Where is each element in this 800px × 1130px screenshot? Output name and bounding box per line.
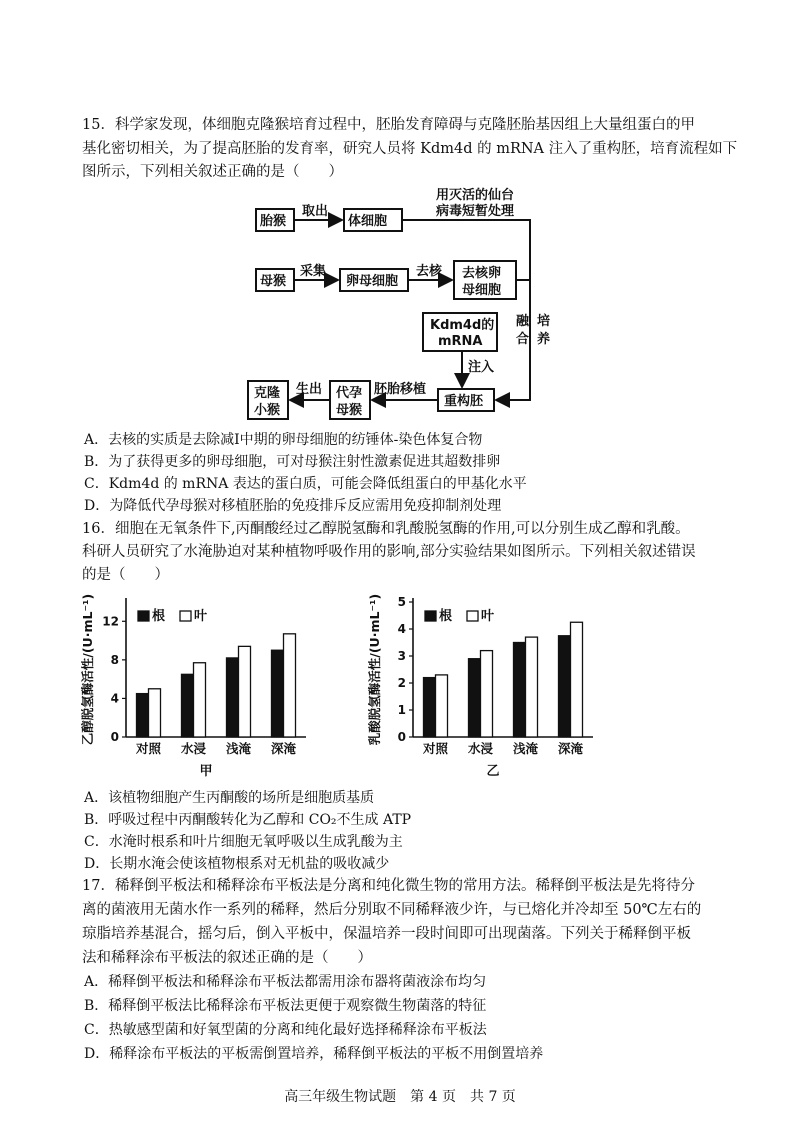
chart-yi-x-category-label: 对照 bbox=[422, 741, 449, 756]
chart-yi-legend-label: 根 bbox=[439, 609, 453, 624]
q16-option-a: A．该植物细胞产生丙酮酸的场所是细胞质基质 bbox=[84, 790, 375, 806]
chart-yi-bar-ye bbox=[436, 675, 448, 737]
chart-yi-legend-label: 叶 bbox=[481, 609, 495, 624]
chart-jia-legend-swatch bbox=[180, 611, 191, 621]
chart-jia-x-category-label: 对照 bbox=[135, 741, 162, 756]
q16-option-d: D．长期水淹会使该植物根系对无机盐的吸收减少 bbox=[84, 856, 390, 872]
chart-jia-x-category-label: 水浸 bbox=[180, 741, 207, 756]
chart-yi bbox=[365, 592, 615, 782]
label-daiyun-1: 代孕 bbox=[336, 386, 363, 401]
label-kdm-1: Kdm4d的 bbox=[430, 318, 495, 333]
chart-jia-legend-swatch bbox=[138, 611, 149, 621]
label-kelong-2: 小猴 bbox=[254, 403, 281, 418]
chart-yi-bar-gen bbox=[514, 643, 526, 738]
chart-yi-x-category-label: 浅淹 bbox=[512, 741, 539, 756]
label-peiyang-2: 养 bbox=[537, 332, 551, 347]
chart-jia-y-tick-label: 0 bbox=[110, 730, 119, 744]
chart-jia-legend-label: 叶 bbox=[194, 609, 208, 624]
chart-yi-bar-ye bbox=[481, 651, 493, 737]
q15-option-b: B．为了获得更多的卵母细胞，可对母猴注射性激素促进其超数排卵 bbox=[84, 454, 501, 470]
chart-jia-bar-gen bbox=[227, 658, 239, 737]
q16-option-c: C．水淹时根系和叶片细胞无氧呼吸以生成乳酸为主 bbox=[84, 834, 403, 850]
label-yongmiehuo-2: 病毒短暂处理 bbox=[436, 204, 515, 219]
label-muhou: 母猴 bbox=[260, 274, 287, 289]
chart-jia-bar-gen bbox=[137, 694, 149, 737]
chart-jia-y-tick-label: 12 bbox=[102, 614, 119, 629]
q17-option-a: A．稀释倒平板法和稀释涂布平板法都需用涂布器将菌液涂布均匀 bbox=[84, 974, 487, 990]
chart-jia-bar-ye bbox=[239, 646, 251, 737]
chart-jia bbox=[78, 592, 328, 782]
q15-option-c: C．Kdm4d 的 mRNA 表达的蛋白质，可能会降低组蛋白的甲基化水平 bbox=[84, 476, 527, 492]
chart-yi-x-category-label: 深淹 bbox=[557, 741, 584, 756]
q17-stem-line-3: 琼脂培养基混合，摇匀后，倒入平板中，保温培养一段时间即可出现菌落。下列关于稀释倒平板 bbox=[82, 926, 691, 942]
label-shengchu: 生出 bbox=[296, 382, 323, 397]
chart-jia-bar-ye bbox=[149, 689, 161, 737]
label-chonggoupei: 重构胚 bbox=[444, 394, 484, 409]
q16-option-b: B．呼吸过程中丙酮酸转化为乙醇和 CO₂不生成 ATP bbox=[84, 812, 412, 828]
label-caiji: 采集 bbox=[300, 264, 327, 279]
q15-stem-line-2: 基化密切相关，为了提高胚胎的发育率，研究人员将 Kdm4d 的 mRNA 注入了重构胚，培育流程如下 bbox=[82, 141, 738, 157]
label-kdm-2: mRNA bbox=[438, 334, 483, 349]
q15-option-d: D．为降低代孕母猴对移植胚胎的免疫排斥反应需用免疫抑制剂处理 bbox=[84, 498, 502, 514]
chart-yi-y-tick-label: 0 bbox=[397, 730, 406, 744]
chart-yi-title: 乙 bbox=[486, 764, 500, 779]
q17-stem-line-4: 法和稀释涂布平板法的叙述正确的是（ ） bbox=[82, 950, 372, 966]
chart-yi-legend-swatch bbox=[467, 611, 478, 621]
q16-stem-line-3: 的是（ ） bbox=[82, 567, 169, 583]
chart-jia-y-tick-label: 8 bbox=[110, 652, 119, 667]
cloning-flow-diagram bbox=[240, 185, 570, 425]
label-peiyang-1: 培 bbox=[537, 314, 551, 329]
q16-stem-line-1: 16．细胞在无氧条件下,丙酮酸经过乙醇脱氢酶和乳酸脱氢酶的作用,可以分别生成乙醇和乳酸。 bbox=[82, 521, 690, 537]
label-peitaiyizhi: 胚胎移植 bbox=[374, 382, 427, 397]
page-footer: 高三年级生物试题 第 4 页 共 7 页 bbox=[284, 1089, 516, 1105]
chart-yi-bar-gen bbox=[559, 636, 571, 737]
chart-yi-x-category-label: 水浸 bbox=[467, 741, 494, 756]
q17-stem-line-2: 离的菌液用无菌水作一系列的稀释，然后分别取不同稀释液少许，与已熔化并冷却至 50℃左右的 bbox=[82, 902, 702, 918]
q17-stem-line-1: 17．稀释倒平板法和稀释涂布平板法是分离和纯化微生物的常用方法。稀释倒平板法是先将待分 bbox=[82, 878, 695, 894]
label-ronghe-1: 融 bbox=[516, 314, 530, 329]
q15-stem-line-1: 15．科学家发现，体细胞克隆猴培育过程中，胚胎发育障碍与克隆胚胎基因组上大量组蛋白的甲 bbox=[82, 117, 695, 133]
chart-jia-x-category-label: 深淹 bbox=[270, 741, 297, 756]
label-titixibao: 体细胞 bbox=[348, 214, 388, 229]
label-taihou: 胎猴 bbox=[260, 214, 287, 229]
chart-yi-y-tick-label: 2 bbox=[397, 676, 406, 690]
q17-option-d: D．稀释涂布平板法的平板需倒置培养，稀释倒平板法的平板不用倒置培养 bbox=[84, 1046, 544, 1062]
q16-stem-line-2: 科研人员研究了水淹胁迫对某种植物呼吸作用的影响,部分实验结果如图所示。下列相关叙述错误 bbox=[82, 544, 696, 560]
chart-yi-y-tick-label: 5 bbox=[397, 595, 406, 609]
chart-jia-legend-label: 根 bbox=[152, 609, 166, 624]
chart-jia-bar-gen bbox=[272, 650, 284, 737]
chart-yi-y-axis-label: 乳酸脱氢酶活性/(U·mL⁻¹) bbox=[367, 593, 382, 746]
chart-yi-y-tick-label: 1 bbox=[397, 703, 406, 717]
chart-yi-bar-gen bbox=[424, 678, 436, 737]
label-yongmiehuo-1: 用灭活的仙台 bbox=[436, 188, 515, 203]
label-daiyun-2: 母猴 bbox=[336, 403, 363, 418]
q15-option-a: A．去核的实质是去除减Ⅰ中期的卵母细胞的纺锤体-染色体复合物 bbox=[84, 432, 483, 448]
chart-jia-y-axis-label: 乙醇脱氢酶活性/(U·mL⁻¹) bbox=[80, 593, 95, 746]
q15-stem-line-3: 图所示，下列相关叙述正确的是（ ） bbox=[82, 164, 343, 180]
label-zhuru: 注入 bbox=[468, 360, 495, 375]
chart-jia-bar-ye bbox=[284, 634, 296, 737]
chart-jia-x-category-label: 浅淹 bbox=[225, 741, 252, 756]
label-quhe: 去核 bbox=[416, 264, 443, 279]
chart-yi-y-tick-label: 4 bbox=[397, 622, 406, 636]
label-kelong-1: 克隆 bbox=[254, 386, 281, 401]
label-luanmu: 卵母细胞 bbox=[346, 274, 399, 289]
q17-option-b: B．稀释倒平板法比稀释涂布平板法更便于观察微生物菌落的特征 bbox=[84, 998, 487, 1014]
chart-yi-legend-swatch bbox=[425, 611, 436, 621]
chart-jia-y-tick-label: 4 bbox=[110, 691, 119, 706]
chart-yi-bar-gen bbox=[469, 659, 481, 737]
q17-option-c: C．热敏感型菌和好氧型菌的分离和纯化最好选择稀释涂布平板法 bbox=[84, 1022, 487, 1038]
chart-jia-bar-gen bbox=[182, 674, 194, 737]
chart-yi-bar-ye bbox=[526, 637, 538, 737]
label-ronghe-2: 合 bbox=[516, 332, 530, 347]
chart-jia-bar-ye bbox=[194, 663, 206, 737]
chart-yi-y-tick-label: 3 bbox=[397, 649, 406, 663]
label-quhe-box-1: 去核卵 bbox=[462, 266, 502, 281]
label-quhe-box-2: 母细胞 bbox=[462, 283, 502, 298]
chart-yi-bar-ye bbox=[571, 622, 583, 737]
label-quchu: 取出 bbox=[302, 204, 329, 219]
chart-jia-title: 甲 bbox=[199, 764, 213, 779]
